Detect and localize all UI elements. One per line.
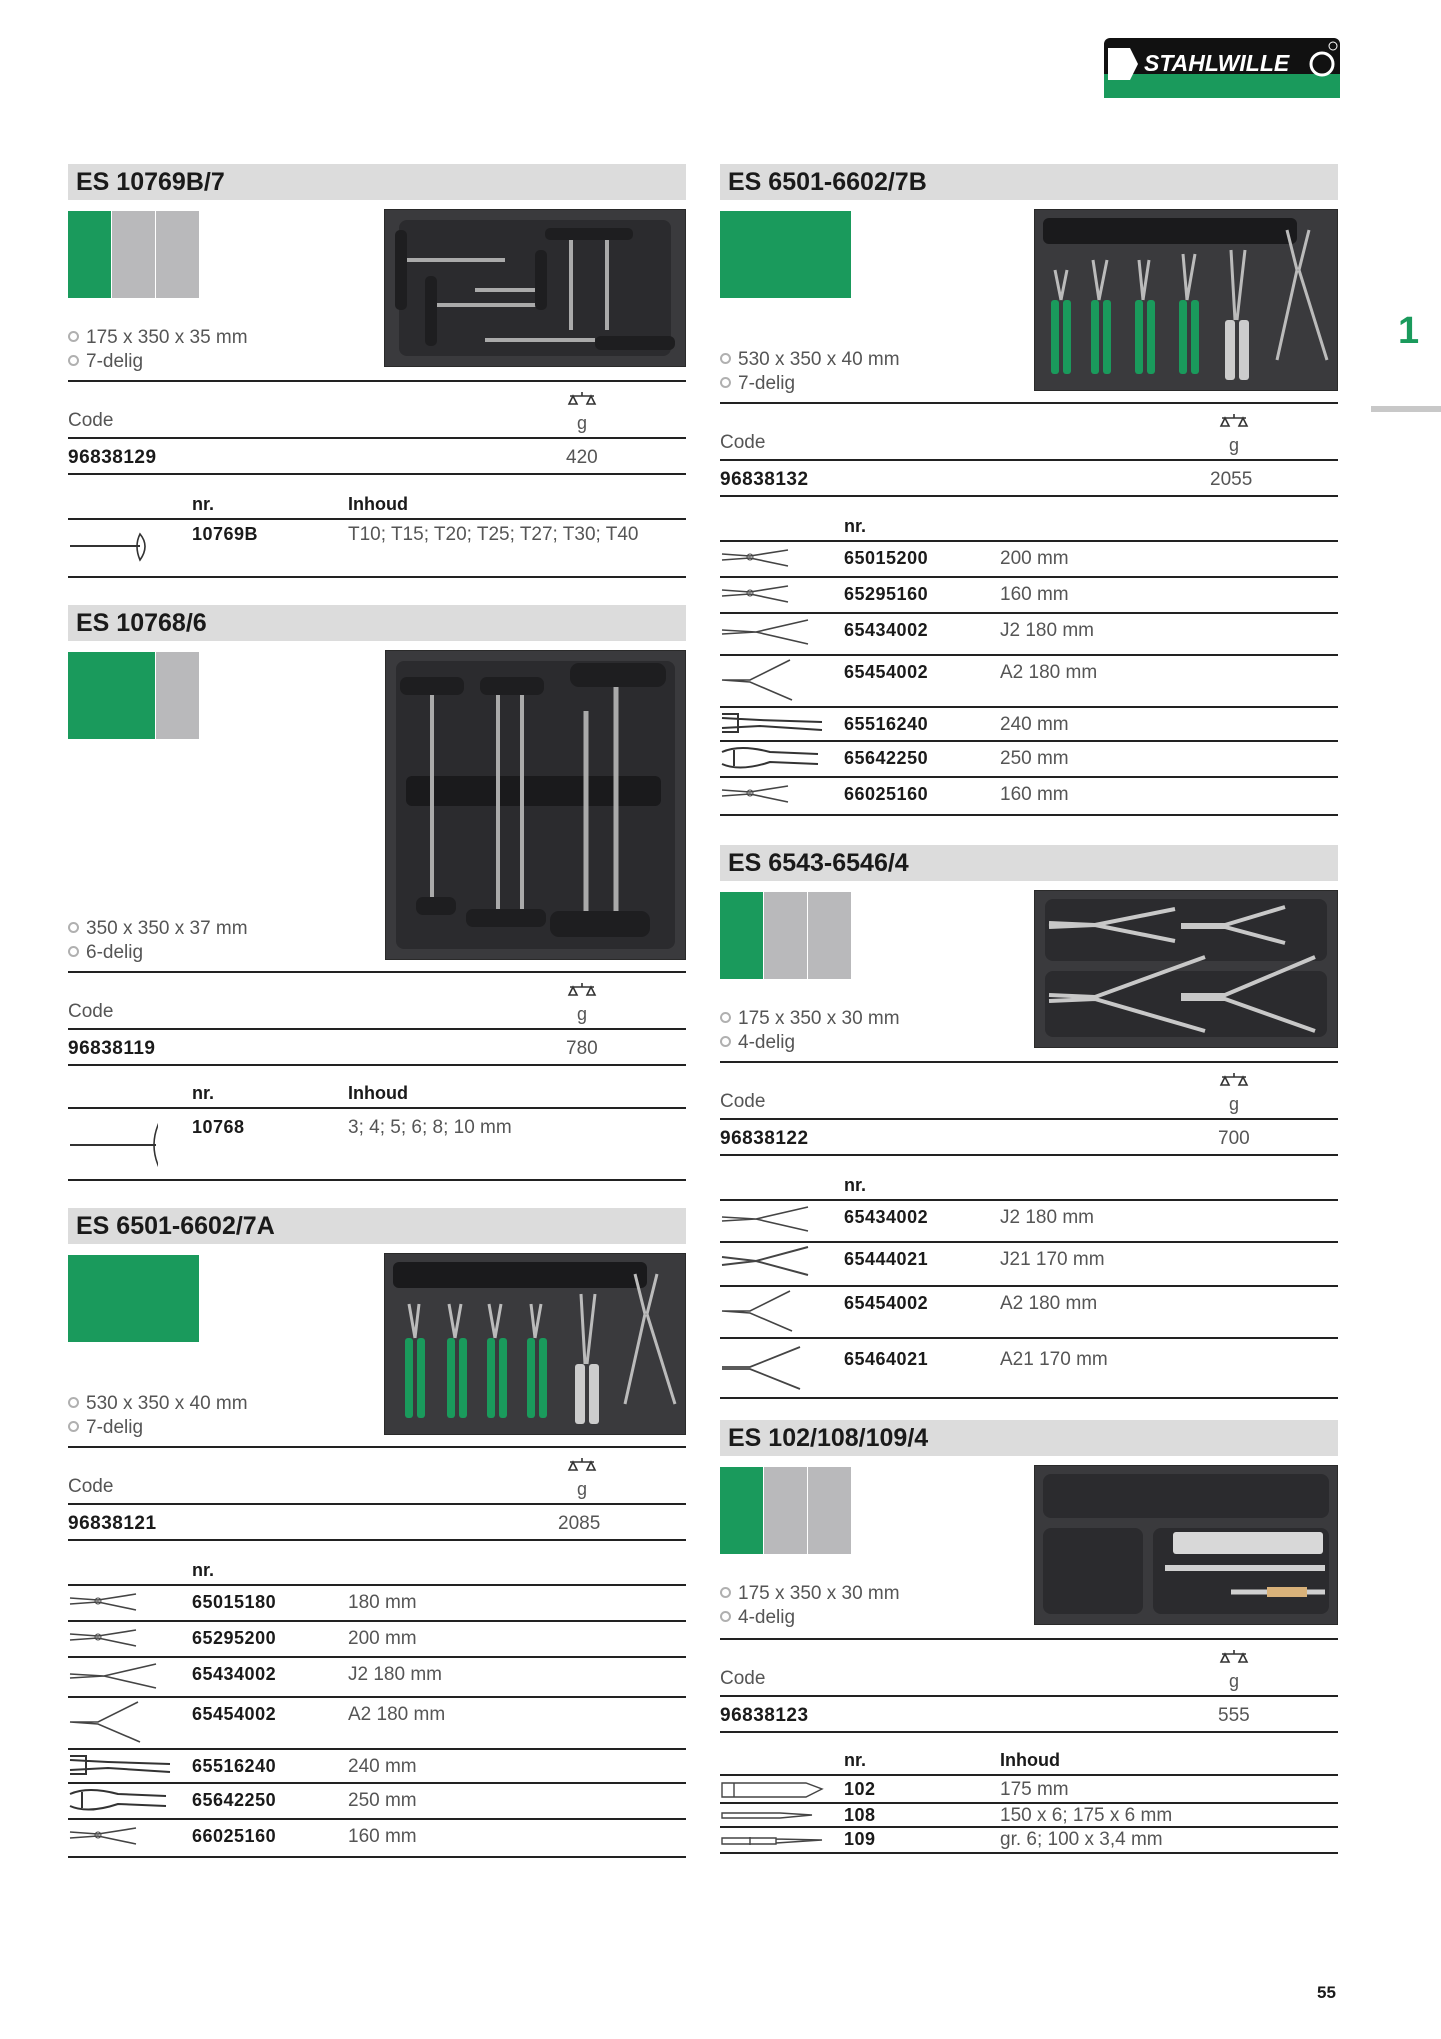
swatch: [764, 892, 807, 979]
part-contents: 200 mm: [348, 1628, 417, 1649]
table-row: [720, 778, 1338, 816]
section-es-10768-6: [68, 605, 686, 1175]
section-title: ES 6501-6602/7B: [720, 164, 1338, 200]
table-row: [720, 1828, 1338, 1854]
dimensions: 175 x 350 x 30 mm: [738, 1008, 900, 1029]
swatches: [68, 652, 200, 739]
product-image: [385, 650, 686, 960]
locking-pliers-icon: [720, 742, 820, 774]
swatches: [68, 211, 200, 298]
scale-icon: [1219, 412, 1249, 430]
code-label: Code: [68, 1001, 114, 1022]
nr-header: nr.: [192, 1560, 215, 1580]
part-contents: 240 mm: [1000, 714, 1069, 735]
part-number: 10768: [192, 1117, 245, 1137]
weight-value: 2085: [558, 1513, 601, 1534]
scale-icon: [567, 1456, 597, 1474]
specs: [720, 1582, 900, 1630]
dimensions: 175 x 350 x 30 mm: [738, 1583, 900, 1604]
dimensions: 530 x 350 x 40 mm: [86, 1393, 248, 1414]
part-contents: J2 180 mm: [1000, 620, 1094, 641]
code-row: [720, 459, 1338, 497]
product-image: [1034, 1465, 1338, 1625]
swatch: [720, 1467, 763, 1554]
code-label: Code: [720, 432, 766, 453]
part-number: 108: [844, 1805, 876, 1825]
code-label: Code: [68, 1476, 114, 1497]
part-number: 66025160: [844, 784, 929, 804]
scale-icon: [1219, 1648, 1249, 1666]
specs: [720, 348, 900, 396]
weight-header: [1214, 412, 1254, 456]
code-header: [68, 1446, 686, 1503]
part-number: 65516240: [192, 1756, 277, 1776]
part-contents: 200 mm: [1000, 548, 1069, 569]
circlip-pliers-icon: [720, 656, 810, 704]
part-contents: A2 180 mm: [1000, 1293, 1098, 1314]
code-row: [68, 437, 686, 475]
table-row: [720, 1804, 1338, 1828]
order-code: 96838121: [68, 1513, 157, 1534]
pliers-icon: [68, 1622, 138, 1652]
part-contents: T10; T15; T20; T25; T27; T30; T40: [348, 524, 639, 545]
table-row: [720, 542, 1338, 578]
section-es-102-108-109-4: [720, 1420, 1338, 1870]
part-contents: J21 170 mm: [1000, 1249, 1105, 1270]
part-contents: 3; 4; 5; 6; 8; 10 mm: [348, 1117, 512, 1138]
part-number: 10769B: [192, 524, 259, 544]
piece-count: 4-delig: [738, 1607, 796, 1628]
pliers-icon: [68, 1820, 138, 1850]
section-title: ES 10769B/7: [68, 164, 686, 200]
circlip-pliers-icon: [720, 1201, 810, 1235]
table-row: [720, 1243, 1338, 1287]
part-number: 65454002: [844, 662, 929, 682]
scale-icon: [1219, 1071, 1249, 1089]
weight-header: [1214, 1648, 1254, 1692]
pliers-icon: [720, 578, 790, 608]
code-row: [68, 1028, 686, 1066]
inhoud-header: Inhoud: [348, 494, 408, 514]
table-row: [68, 1586, 686, 1622]
chapter-tab-bar: [1371, 406, 1441, 412]
code-row: [720, 1695, 1338, 1733]
dimensions: 530 x 350 x 40 mm: [738, 349, 900, 370]
section-title: ES 6543-6546/4: [720, 845, 1338, 881]
order-code: 96838122: [720, 1128, 809, 1149]
swatch: [112, 211, 155, 298]
swatches: [68, 1255, 200, 1342]
code-label: Code: [720, 1091, 766, 1112]
table-row: [720, 742, 1338, 778]
dimensions: 350 x 350 x 37 mm: [86, 918, 248, 939]
table-row: [68, 1109, 686, 1181]
part-number: 109: [844, 1829, 876, 1849]
water-pump-pliers-icon: [720, 708, 824, 738]
table-row: [68, 1784, 686, 1820]
piece-count: 4-delig: [738, 1032, 796, 1053]
part-contents: 160 mm: [1000, 584, 1069, 605]
weight-unit: g: [1228, 1671, 1239, 1691]
part-contents: A2 180 mm: [348, 1704, 446, 1725]
weight-unit: g: [1228, 1094, 1239, 1114]
order-code: 96838123: [720, 1705, 809, 1726]
part-contents: J2 180 mm: [1000, 1207, 1094, 1228]
table-row: [720, 1339, 1338, 1399]
table-row: [720, 708, 1338, 742]
code-header: [68, 971, 686, 1028]
swatch: [68, 1255, 199, 1342]
circlip-pliers-icon: [720, 1287, 810, 1335]
part-contents: 240 mm: [348, 1756, 417, 1777]
part-contents: 160 mm: [1000, 784, 1069, 805]
swatch: [764, 1467, 807, 1554]
weight-unit: g: [1228, 435, 1239, 455]
section-title: ES 10768/6: [68, 605, 686, 641]
part-contents: J2 180 mm: [348, 1664, 442, 1685]
specs: [68, 917, 248, 965]
dimensions: 175 x 350 x 35 mm: [86, 327, 248, 348]
section-title: ES 102/108/109/4: [720, 1420, 1338, 1456]
section-es-6501-6602-7b: [720, 164, 1338, 824]
part-number: 65434002: [844, 620, 929, 640]
part-contents: 150 x 6; 175 x 6 mm: [1000, 1805, 1173, 1826]
weight-unit: g: [576, 1479, 587, 1499]
table-row: [68, 1658, 686, 1698]
piece-count: 6-delig: [86, 942, 144, 963]
weight-value: 2055: [1210, 469, 1253, 490]
water-pump-pliers-icon: [68, 1750, 172, 1780]
table-row: [720, 614, 1338, 656]
pliers-icon: [720, 542, 790, 572]
piece-count: 7-delig: [738, 373, 796, 394]
page-number: 55: [1317, 1983, 1336, 2002]
svg-text:STAHLWILLE: STAHLWILLE: [1144, 50, 1290, 76]
scale-icon: [567, 390, 597, 408]
part-contents: 175 mm: [1000, 1779, 1069, 1800]
nr-header: nr.: [844, 1750, 867, 1770]
swatch: [720, 211, 851, 298]
swatch: [720, 892, 763, 979]
code-header: [720, 402, 1338, 459]
circlip-pliers-icon: [68, 1658, 158, 1692]
weight-header: [562, 981, 602, 1025]
part-number: 65295160: [844, 584, 929, 604]
specs: [68, 1392, 248, 1440]
part-contents: 160 mm: [348, 1826, 417, 1847]
specs: [68, 326, 248, 374]
product-image: [1034, 890, 1338, 1048]
code-row: [720, 1118, 1338, 1156]
chapter-number: 1: [1398, 310, 1420, 352]
table-row: [720, 656, 1338, 708]
product-image: [384, 209, 686, 367]
circlip-pliers-icon: [720, 614, 810, 648]
inhoud-header: Inhoud: [348, 1083, 408, 1103]
section-title: ES 6501-6602/7A: [68, 1208, 686, 1244]
swatches: [720, 1467, 852, 1554]
code-header: [720, 1638, 1338, 1695]
t-handle-key-image: [68, 524, 158, 574]
piece-count: 7-delig: [86, 351, 144, 372]
part-contents: 250 mm: [1000, 748, 1069, 769]
table-row: [720, 1201, 1338, 1243]
circlip-pliers-icon: [720, 1339, 810, 1395]
swatches: [720, 892, 852, 979]
nr-header: nr.: [192, 1083, 215, 1103]
drift-punch-icon: [720, 1831, 824, 1851]
table-row: [68, 1750, 686, 1784]
table-row: [68, 520, 686, 578]
part-number: 65015180: [192, 1592, 277, 1612]
weight-unit: g: [576, 1004, 587, 1024]
table-row: [720, 1776, 1338, 1804]
inhoud-header: Inhoud: [1000, 1750, 1060, 1770]
weight-header: [1214, 1071, 1254, 1115]
weight-value: 555: [1218, 1705, 1250, 1726]
circlip-pliers-icon: [720, 1243, 810, 1277]
part-number: 65015200: [844, 548, 929, 568]
part-contents: A21 170 mm: [1000, 1349, 1108, 1370]
weight-header: [562, 1456, 602, 1500]
swatch: [808, 892, 851, 979]
product-image: [1034, 209, 1338, 391]
part-number: 65454002: [844, 1293, 929, 1313]
circlip-pliers-icon: [68, 1698, 158, 1746]
part-number: 65444021: [844, 1249, 929, 1269]
table-row: [68, 1820, 686, 1858]
code-header: [68, 380, 686, 437]
code-label: Code: [68, 410, 114, 431]
code-label: Code: [720, 1668, 766, 1689]
swatch: [156, 211, 199, 298]
part-number: 65642250: [844, 748, 929, 768]
table-row: [68, 1698, 686, 1750]
part-number: 65434002: [192, 1664, 277, 1684]
code-header: [720, 1061, 1338, 1118]
table-row: [720, 1287, 1338, 1339]
swatches: [720, 211, 852, 298]
part-contents: 250 mm: [348, 1790, 417, 1811]
part-number: 65454002: [192, 1704, 277, 1724]
part-number: 65464021: [844, 1349, 929, 1369]
weight-header: [562, 390, 602, 434]
part-number: 65295200: [192, 1628, 277, 1648]
weight-unit: g: [576, 413, 587, 433]
part-number: 102: [844, 1779, 876, 1799]
locking-pliers-icon: [68, 1784, 168, 1816]
nr-header: nr.: [844, 1175, 867, 1195]
pliers-icon: [68, 1586, 138, 1616]
part-contents: gr. 6; 100 x 3,4 mm: [1000, 1829, 1163, 1850]
t-handle-key-image: [68, 1115, 158, 1175]
weight-value: 700: [1218, 1128, 1250, 1149]
swatch: [156, 652, 199, 739]
specs: [720, 1007, 900, 1055]
section-es-6543-6546-4: [720, 845, 1338, 1395]
weight-value: 780: [566, 1038, 598, 1059]
part-contents: 180 mm: [348, 1592, 417, 1613]
part-contents: A2 180 mm: [1000, 662, 1098, 683]
section-es-6501-6602-7a: [68, 1208, 686, 1868]
chisel-icon: [720, 1779, 824, 1801]
swatch: [68, 211, 111, 298]
part-number: 65434002: [844, 1207, 929, 1227]
pliers-icon: [720, 778, 790, 808]
table-row: [68, 1622, 686, 1658]
order-code: 96838132: [720, 469, 809, 490]
code-row: [68, 1503, 686, 1541]
section-es-10769b-7: [68, 164, 686, 584]
table-row: [720, 578, 1338, 614]
product-image: [384, 1253, 686, 1435]
part-number: 65516240: [844, 714, 929, 734]
piece-count: 7-delig: [86, 1417, 144, 1438]
order-code: 96838129: [68, 447, 157, 468]
part-number: 65642250: [192, 1790, 277, 1810]
scale-icon: [567, 981, 597, 999]
nr-header: nr.: [192, 494, 215, 514]
order-code: 96838119: [68, 1038, 156, 1059]
punch-icon: [720, 1806, 814, 1826]
weight-value: 420: [566, 447, 598, 468]
nr-header: nr.: [844, 516, 867, 536]
stahlwille-logo: [1104, 38, 1340, 98]
swatch: [808, 1467, 851, 1554]
swatch: [68, 652, 155, 739]
part-number: 66025160: [192, 1826, 277, 1846]
